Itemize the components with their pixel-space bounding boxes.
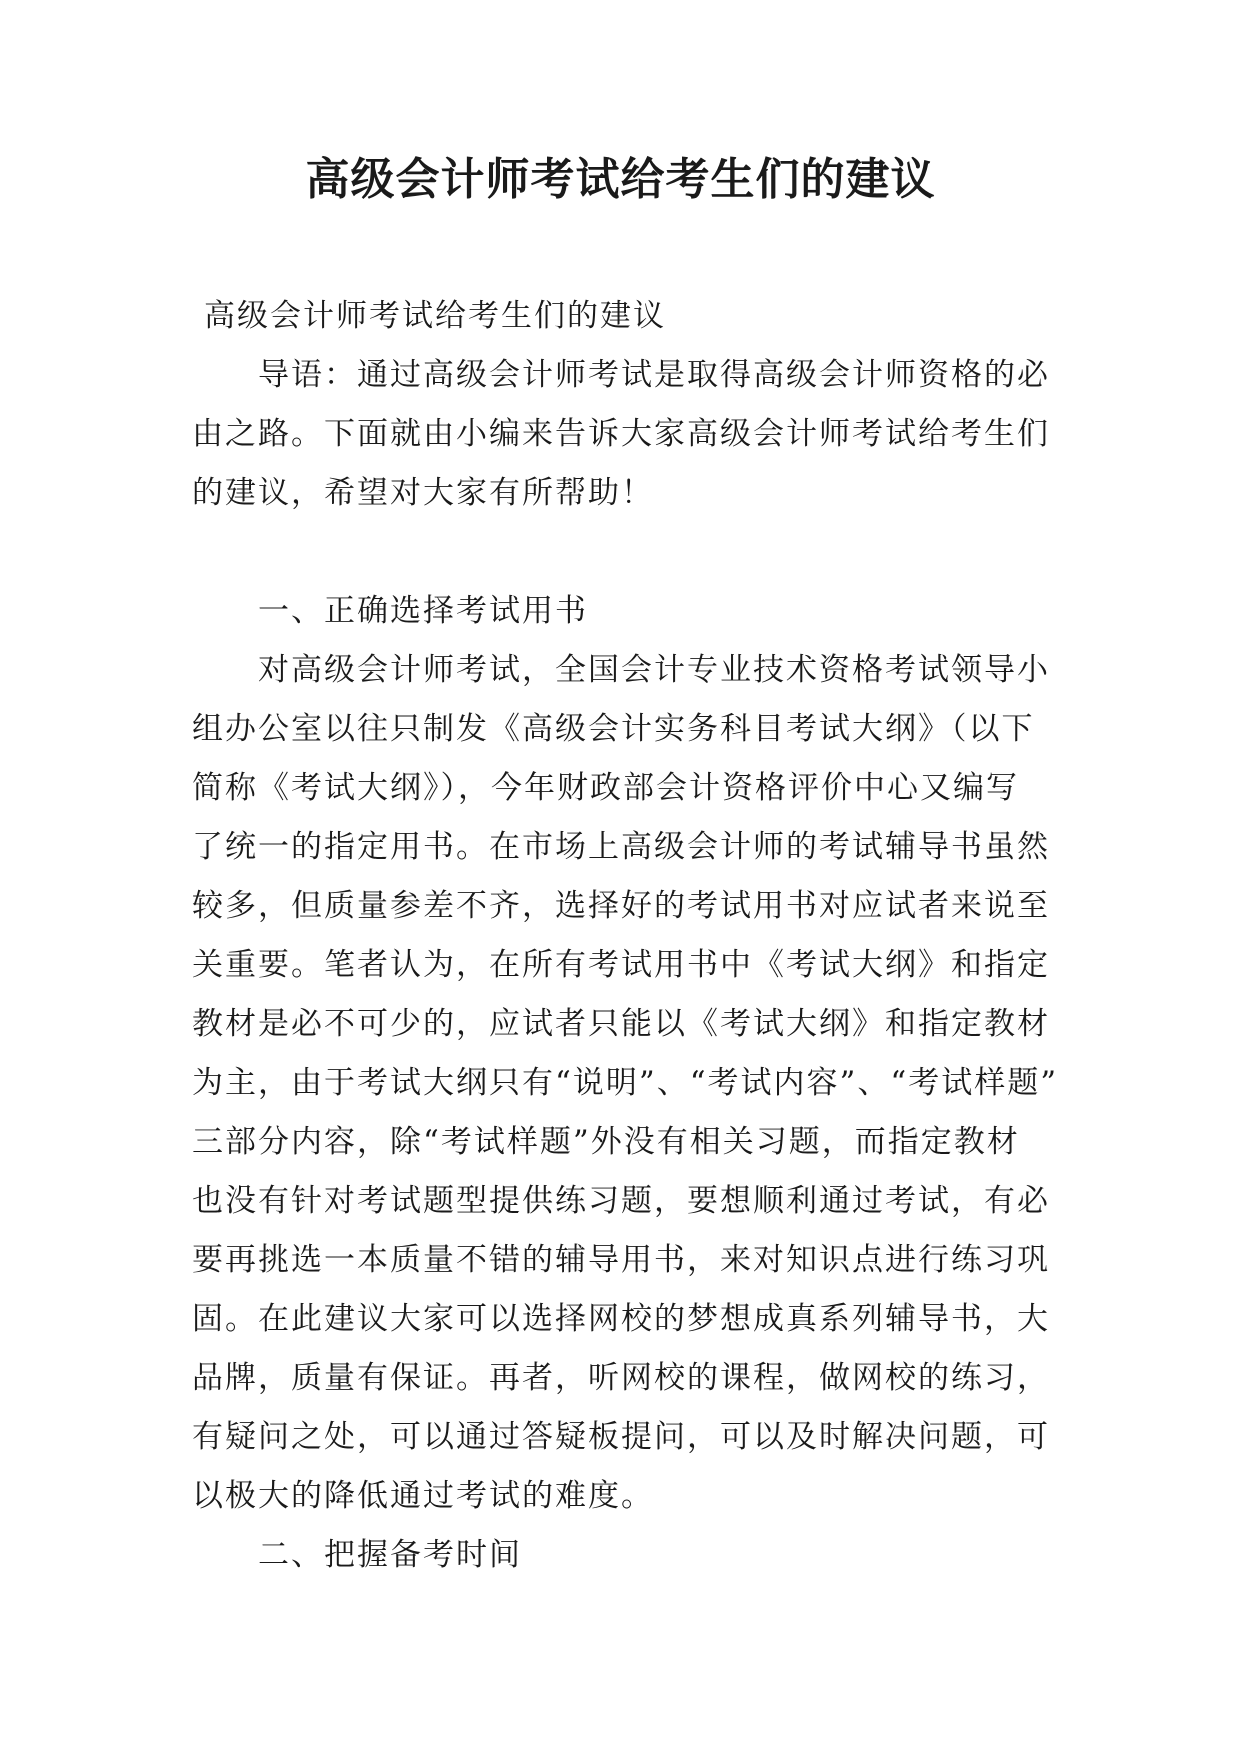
section-1-paragraph bbox=[192, 641, 1072, 1526]
paragraph-line: 较多，但质量参差不齐，选择好的考试用书对应试者来说至 bbox=[192, 888, 1050, 924]
intro-line: 导语：通过高级会计师考试是取得高级会计师资格的必 bbox=[258, 357, 1050, 393]
paragraph-line: 固。在此建议大家可以选择网校的梦想成真系列辅导书，大 bbox=[192, 1301, 1050, 1337]
paragraph-line: 品牌，质量有保证。再者，听网校的课程，做网校的练习， bbox=[192, 1360, 1050, 1396]
paragraph-line: 对高级会计师考试，全国会计专业技术资格考试领导小 bbox=[258, 652, 1050, 688]
paragraph-line: 教材是必不可少的，应试者只能以《考试大纲》和指定教材 bbox=[192, 1006, 1050, 1042]
document-body bbox=[192, 287, 1072, 1585]
section-heading-1: 一、正确选择考试用书 bbox=[258, 593, 588, 629]
intro-paragraph bbox=[192, 346, 1072, 523]
paragraph-line: 也没有针对考试题型提供练习题，要想顺利通过考试，有必 bbox=[192, 1183, 1050, 1219]
paragraph-line: 关重要。笔者认为，在所有考试用书中《考试大纲》和指定 bbox=[192, 947, 1050, 983]
intro-line: 由之路。下面就由小编来告诉大家高级会计师考试给考生们 bbox=[192, 416, 1050, 452]
intro-line: 的建议，希望对大家有所帮助！ bbox=[192, 475, 654, 511]
document-subtitle: 高级会计师考试给考生们的建议 bbox=[204, 298, 666, 334]
paragraph-line: 以极大的降低通过考试的难度。 bbox=[192, 1478, 654, 1514]
paragraph-line: 三部分内容，除“考试样题”外没有相关习题，而指定教材 bbox=[192, 1124, 1020, 1160]
paragraph-line: 简称《考试大纲》），今年财政部会计资格评价中心又编写 bbox=[192, 770, 1019, 806]
paragraph-line: 有疑问之处，可以通过答疑板提问，可以及时解决问题，可 bbox=[192, 1419, 1050, 1455]
paragraph-gap bbox=[192, 523, 1072, 582]
document-title: 高级会计师考试给考生们的建议 bbox=[305, 154, 936, 205]
paragraph-line: 要再挑选一本质量不错的辅导用书，来对知识点进行练习巩 bbox=[192, 1242, 1050, 1278]
paragraph-line: 了统一的指定用书。在市场上高级会计师的考试辅导书虽然 bbox=[192, 829, 1050, 865]
section-heading-2: 二、把握备考时间 bbox=[258, 1537, 522, 1573]
paragraph-line: 为主，由于考试大纲只有“说明”、“考试内容”、“考试样题” bbox=[192, 1065, 1059, 1101]
paragraph-line: 组办公室以往只制发《高级会计实务科目考试大纲》（以下 bbox=[192, 711, 1035, 747]
